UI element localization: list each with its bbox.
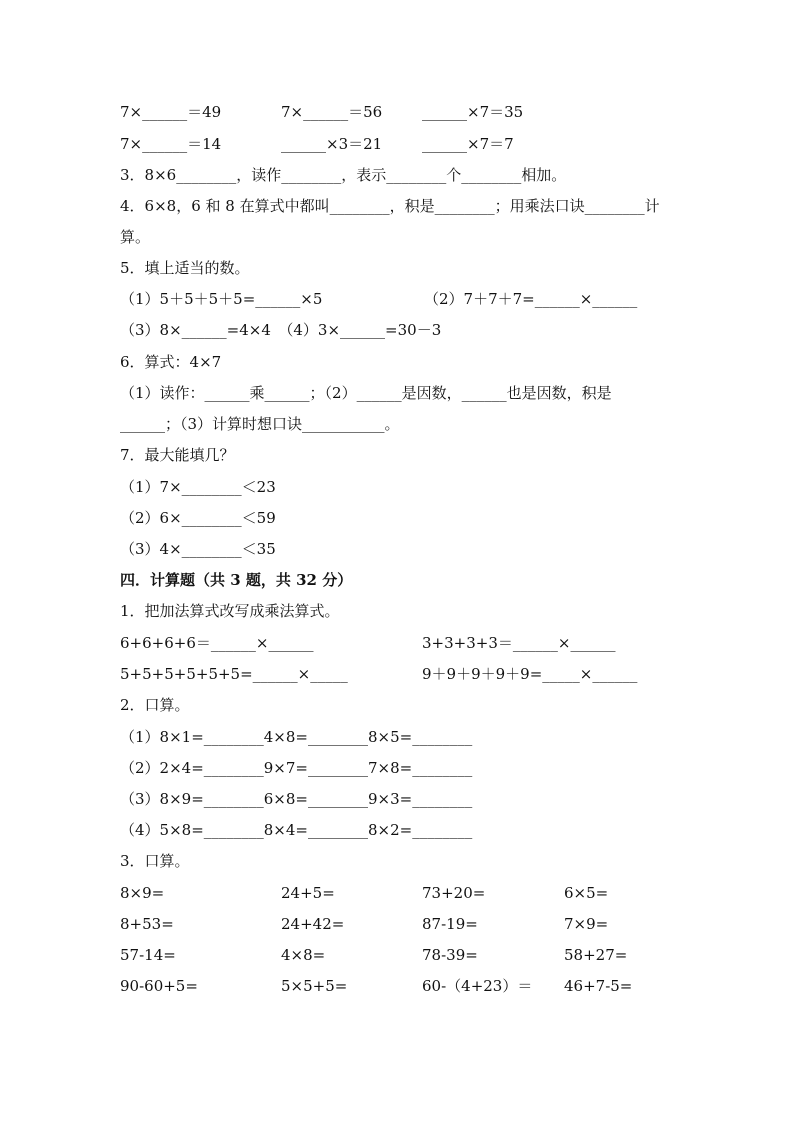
calc-cell: 57-14=	[120, 946, 176, 964]
question-7-3: （3）4×________＜35	[120, 540, 276, 558]
question-5-1: （1）5＋5＋5＋5=______×5	[120, 290, 323, 308]
question-4: 4．6×8，6 和 8 在算式中都叫________，积是________；用乘法口诀________计	[120, 197, 660, 215]
calc-cell: 58+27=	[564, 946, 628, 964]
calc-item: 3+3+3+3＝______×______	[422, 634, 616, 652]
mental-row: （1）8×1=________4×8=________8×5=________	[120, 728, 473, 746]
calc-cell: 7×9=	[564, 915, 609, 933]
calc-cell: 46+7-5=	[564, 977, 633, 995]
calc-cell: 60-（4+23）＝	[422, 977, 533, 995]
question-7-2: （2）6×________＜59	[120, 509, 276, 527]
mental-row: （2）2×4=________9×7=________7×8=________	[120, 759, 473, 777]
calc-item: 5+5+5+5+5+5=______×_____	[120, 665, 348, 683]
fill-item: ______×7＝7	[422, 135, 514, 153]
calc-cell: 73+20=	[422, 884, 486, 902]
calc-cell: 4×8=	[281, 946, 326, 964]
calc-item: 9＋9＋9＋9＋9=_____×______	[422, 665, 638, 683]
question-6: 6．算式：4×7	[120, 353, 222, 371]
fill-item: ______×7＝35	[422, 103, 524, 121]
calc-cell: 8×9=	[120, 884, 165, 902]
calc-item: 6+6+6+6＝______×______	[120, 634, 314, 652]
calc-cell: 5×5+5=	[281, 977, 348, 995]
fill-item: 7×______＝14	[120, 135, 222, 153]
mental-row: （4）5×8=________8×4=________8×2=________	[120, 821, 473, 839]
section-heading: 四．计算题（共 3 题，共 32 分）	[120, 571, 353, 589]
calc-cell: 90-60+5=	[120, 977, 198, 995]
calc-cell: 24+5=	[281, 884, 335, 902]
calc-cell: 87-19=	[422, 915, 478, 933]
question-5: 5．填上适当的数。	[120, 259, 250, 277]
calc-question-2: 2．口算。	[120, 696, 190, 714]
calc-cell: 24+42=	[281, 915, 345, 933]
question-5-2: （2）7＋7＋7=______×______	[424, 290, 638, 308]
question-6-a: （1）读作：______乘______；（2）______是因数，______也是因数，积是	[120, 384, 612, 402]
question-7: 7．最大能填几？	[120, 446, 235, 464]
fill-item: 7×______＝49	[120, 103, 222, 121]
calc-cell: 6×5=	[564, 884, 609, 902]
question-7-1: （1）7×________＜23	[120, 478, 276, 496]
calc-cell: 78-39=	[422, 946, 478, 964]
question-6-b: ______；（3）计算时想口诀___________。	[120, 415, 400, 433]
fill-item: 7×______＝56	[281, 103, 383, 121]
calc-question-1: 1．把加法算式改写成乘法算式。	[120, 602, 340, 620]
mental-row: （3）8×9=________6×8=________9×3=________	[120, 790, 473, 808]
fill-item: ______×3＝21	[281, 135, 383, 153]
question-5-3: （3）8×______=4×4 （4）3×______=30－3	[120, 321, 442, 339]
calc-question-3: 3．口算。	[120, 852, 190, 870]
question-3: 3．8×6________，读作________，表示________个________相加。	[120, 166, 567, 184]
calc-cell: 8+53=	[120, 915, 174, 933]
question-4-cont: 算。	[120, 228, 151, 246]
